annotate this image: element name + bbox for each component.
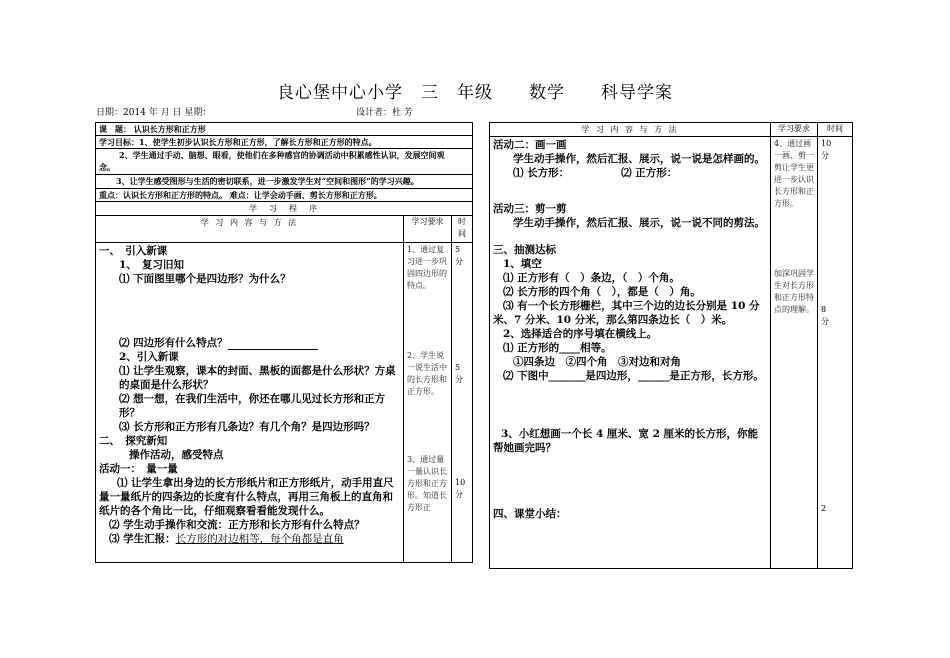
activity-1: 活动一： 量一量 (99, 463, 178, 475)
time-1: 5分 (455, 245, 463, 266)
r-time-3: 2 (821, 504, 827, 513)
program-header: 学 习 程 序 (96, 202, 473, 216)
r-time-2: 8分 (821, 305, 829, 326)
activity-2: 活动二：画一画 (493, 139, 567, 151)
draw-task: 3、小红想画一个长 4 厘米、宽 2 厘米的长方形，你能帮她画完吗？ (493, 428, 759, 454)
fill-q1: ⑴ 正方形有（ ）条边，（ ）个角。 (503, 272, 680, 284)
req-2: 2、学生说一说生活中的长方形和正方形。 (407, 351, 447, 396)
r-col-content-header: 学 习 内 容 与 方 法 (490, 123, 771, 137)
col-content-header: 学 习 内 容 与 方 法 (96, 216, 404, 243)
fill-q3: ⑶ 有一个长方形栅栏，其中三个边的边长分别是 10 分米、7 分米、10 分米，那么第四条边长（ ）米。 (493, 300, 760, 326)
left-time-cell (452, 243, 473, 563)
right-table (489, 122, 853, 569)
time-2: 5分 (455, 363, 463, 384)
q-think: ⑵ 想一想，在我们生活中，你还在哪儿见过长方形和正方形？ (119, 393, 386, 419)
fill-heading: 1、填空 (503, 258, 542, 270)
req-3: 3、通过量一量认识长方形和正方形。知道长方形正 (407, 455, 447, 512)
section-3: 三、抽测达标 (493, 244, 556, 256)
section-1: 一、 引入新课 (99, 245, 168, 257)
left-table (95, 122, 473, 563)
discuss-text: ⑵ 学生动手操作和交流：正方形和长方形有什么特点？ (109, 519, 365, 531)
choose-q1: ⑴ 正方形的____相等。 (503, 342, 612, 354)
time-3: 10分 (455, 478, 466, 499)
activity-3: 活动三：剪一剪 (493, 203, 567, 215)
key-points: 重点：认识长方形和正方形的特点。 难点：让学会动手画、剪长方形和正方形。 (96, 189, 473, 202)
req-1: 1、通过复习进一步巩固四边形的特点。 (407, 245, 447, 290)
date-line: 日期：2014 年 月 日 星期： (96, 108, 212, 118)
draw-options: ⑴ 长方形： ⑵ 正方形： (513, 167, 678, 179)
goal-2b: 念。 (99, 162, 115, 172)
right-content-cell (490, 137, 771, 569)
col-req-header: 学习要求 (404, 216, 452, 243)
right-req-cell (771, 137, 818, 569)
r-req-1: 4、通过画一画、剪一剪让学生更进一步认识长方形和正方形。 (774, 139, 814, 208)
topic-cell: 课 题： 认识长方形和正方形 (96, 123, 473, 136)
right-time-cell (818, 137, 853, 569)
r-req-2: 加深巩固学生对长方形和正方形特点的理解。 (774, 269, 814, 314)
goal-3: 3、让学生感受图形与生活的密切联系，进一步激发学生对“空间和图形”的学习兴趣。 (96, 175, 473, 189)
choose-options: ①四条边 ②四个角 ③对边和对角 (513, 356, 681, 368)
activity-intro: 操作活动，感受特点 (129, 449, 224, 461)
goal-2 (96, 149, 473, 175)
left-req-cell (404, 243, 452, 563)
review-heading: 1、 复习旧知 (119, 259, 185, 271)
goal-1: 学习目标：1、使学生初步认识长方形和正方形，了解长方形和正方形的特点。 (96, 136, 473, 149)
report-text: ⑶ 学生汇报：长方形的对边相等，每个角都是直角 (109, 533, 344, 545)
measure-text: ⑴ 让学生拿出身边的长方形纸片和正方形纸片，动手用直尺量一量纸片的四条边的长度有什么特点，再用三角板上的直角和纸片的各个角比一比，仔细观察看看能发现什么。 (99, 477, 394, 517)
r-col-time-header: 时间 (818, 123, 853, 137)
left-content-cell (96, 243, 404, 563)
choose-heading: 2、选择适合的序号填在横线上。 (503, 328, 658, 340)
fill-q2: ⑵ 长方形的四个角（ ），都是（ ）角。 (503, 286, 701, 298)
col-time-header: 时间 (452, 216, 473, 243)
page-title: 良心堡中心小学 三 年级 数学 科导学案 (277, 83, 673, 103)
q-observe: ⑴ 让学生观察，课本的封面、黑板的面都是什么形状？方桌的桌面是什么形状？ (119, 365, 396, 391)
q-features: ⑵ 四边形有什么特点？ (99, 336, 400, 350)
goal-2a: 2、学生通过手动、脑想、眼看，使他们在多种感官的协调活动中积累感性认识，发展空间观 (119, 150, 445, 160)
r-time-1: 10分 (821, 139, 832, 160)
q-sides: ⑶ 长方形和正方形有几条边？有几个角？是四边形吗？ (119, 421, 375, 433)
section-2: 二、 探究新知 (99, 435, 168, 447)
intro-heading: 2、引入新课 (119, 351, 179, 363)
q-quadrilateral: ⑴ 下面图里哪个是四边形？为什么？ (119, 273, 291, 285)
cut-text: 学生动手操作，然后汇报、展示，说一说不同的剪法。 (513, 217, 765, 229)
r-col-req-header: 学习要求 (771, 123, 818, 137)
draw-text: 学生动手操作，然后汇报、展示，说一说是怎样画的。 (513, 153, 765, 165)
designer-line: 设计者：杜 芳 (356, 108, 413, 118)
choose-q2: ⑵ 下图中_______是四边形，______是正方形，长方形。 (503, 370, 764, 382)
section-4: 四、课堂小结： (493, 508, 567, 520)
